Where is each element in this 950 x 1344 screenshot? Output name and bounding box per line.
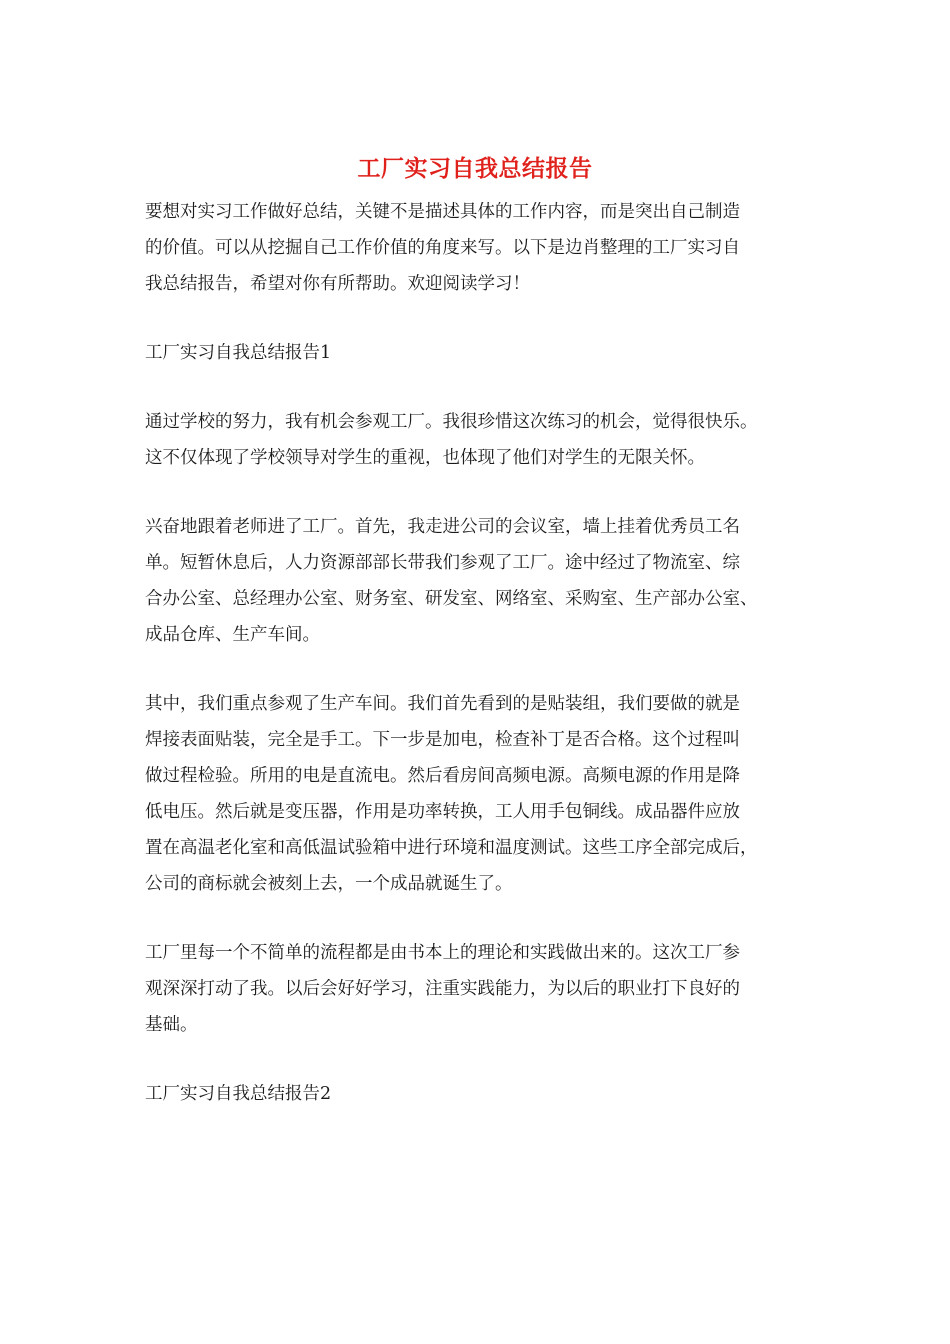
text-line: 公司的商标就会被刻上去，一个成品就诞生了。	[145, 874, 513, 894]
body-paragraph	[145, 686, 813, 902]
text-line: 工厂里每一个不简单的流程都是由书本上的理论和实践做出来的。这次工厂参	[145, 943, 740, 963]
text-line: 观深深打动了我。以后会好好学习，注重实践能力，为以后的职业打下良好的	[145, 979, 740, 999]
text-line: 合办公室、总经理办公室、财务室、研发室、网络室、采购室、生产部办公室、	[145, 589, 758, 609]
body-paragraph	[145, 404, 813, 476]
text-line: 要想对实习工作做好总结，关键不是描述具体的工作内容，而是突出自己制造	[145, 202, 740, 222]
text-line: 工厂实习自我总结报告2	[145, 1084, 332, 1104]
text-line: 基础。	[145, 1015, 198, 1035]
text-line: 这不仅体现了学校领导对学生的重视，也体现了他们对学生的无限关怀。	[145, 448, 705, 468]
text-line: 单。短暂休息后，人力资源部部长带我们参观了工厂。途中经过了物流室、综	[145, 553, 740, 573]
text-line: 置在高温老化室和高低温试验箱中进行环境和温度测试。这些工序全部完成后，	[145, 838, 758, 858]
intro-paragraph	[145, 194, 813, 302]
body-paragraph	[145, 509, 813, 653]
text-line: 的价值。可以从挖掘自己工作价值的角度来写。以下是边肖整理的工厂实习自	[145, 238, 740, 258]
document-body	[145, 194, 813, 1112]
text-line: 其中，我们重点参观了生产车间。我们首先看到的是贴装组，我们要做的就是	[145, 694, 740, 714]
text-line: 做过程检验。所用的电是直流电。然后看房间高频电源。高频电源的作用是降	[145, 766, 740, 786]
text-line: 兴奋地跟着老师进了工厂。首先，我走进公司的会议室，墙上挂着优秀员工名	[145, 517, 740, 537]
text-line: 我总结报告，希望对你有所帮助。欢迎阅读学习！	[145, 274, 530, 294]
text-line: 工厂实习自我总结报告1	[145, 343, 332, 363]
text-line: 低电压。然后就是变压器，作用是功率转换，工人用手包铜线。成品器件应放	[145, 802, 740, 822]
text-line: 焊接表面贴装，完全是手工。下一步是加电，检查补丁是否合格。这个过程叫	[145, 730, 740, 750]
document-title: 工厂实习自我总结报告	[357, 155, 593, 182]
section-heading-1	[145, 335, 813, 371]
text-line: 通过学校的努力，我有机会参观工厂。我很珍惜这次练习的机会，觉得很快乐。	[145, 412, 758, 432]
body-paragraph	[145, 935, 813, 1043]
text-line: 成品仓库、生产车间。	[145, 625, 320, 645]
section-heading-2	[145, 1076, 813, 1112]
